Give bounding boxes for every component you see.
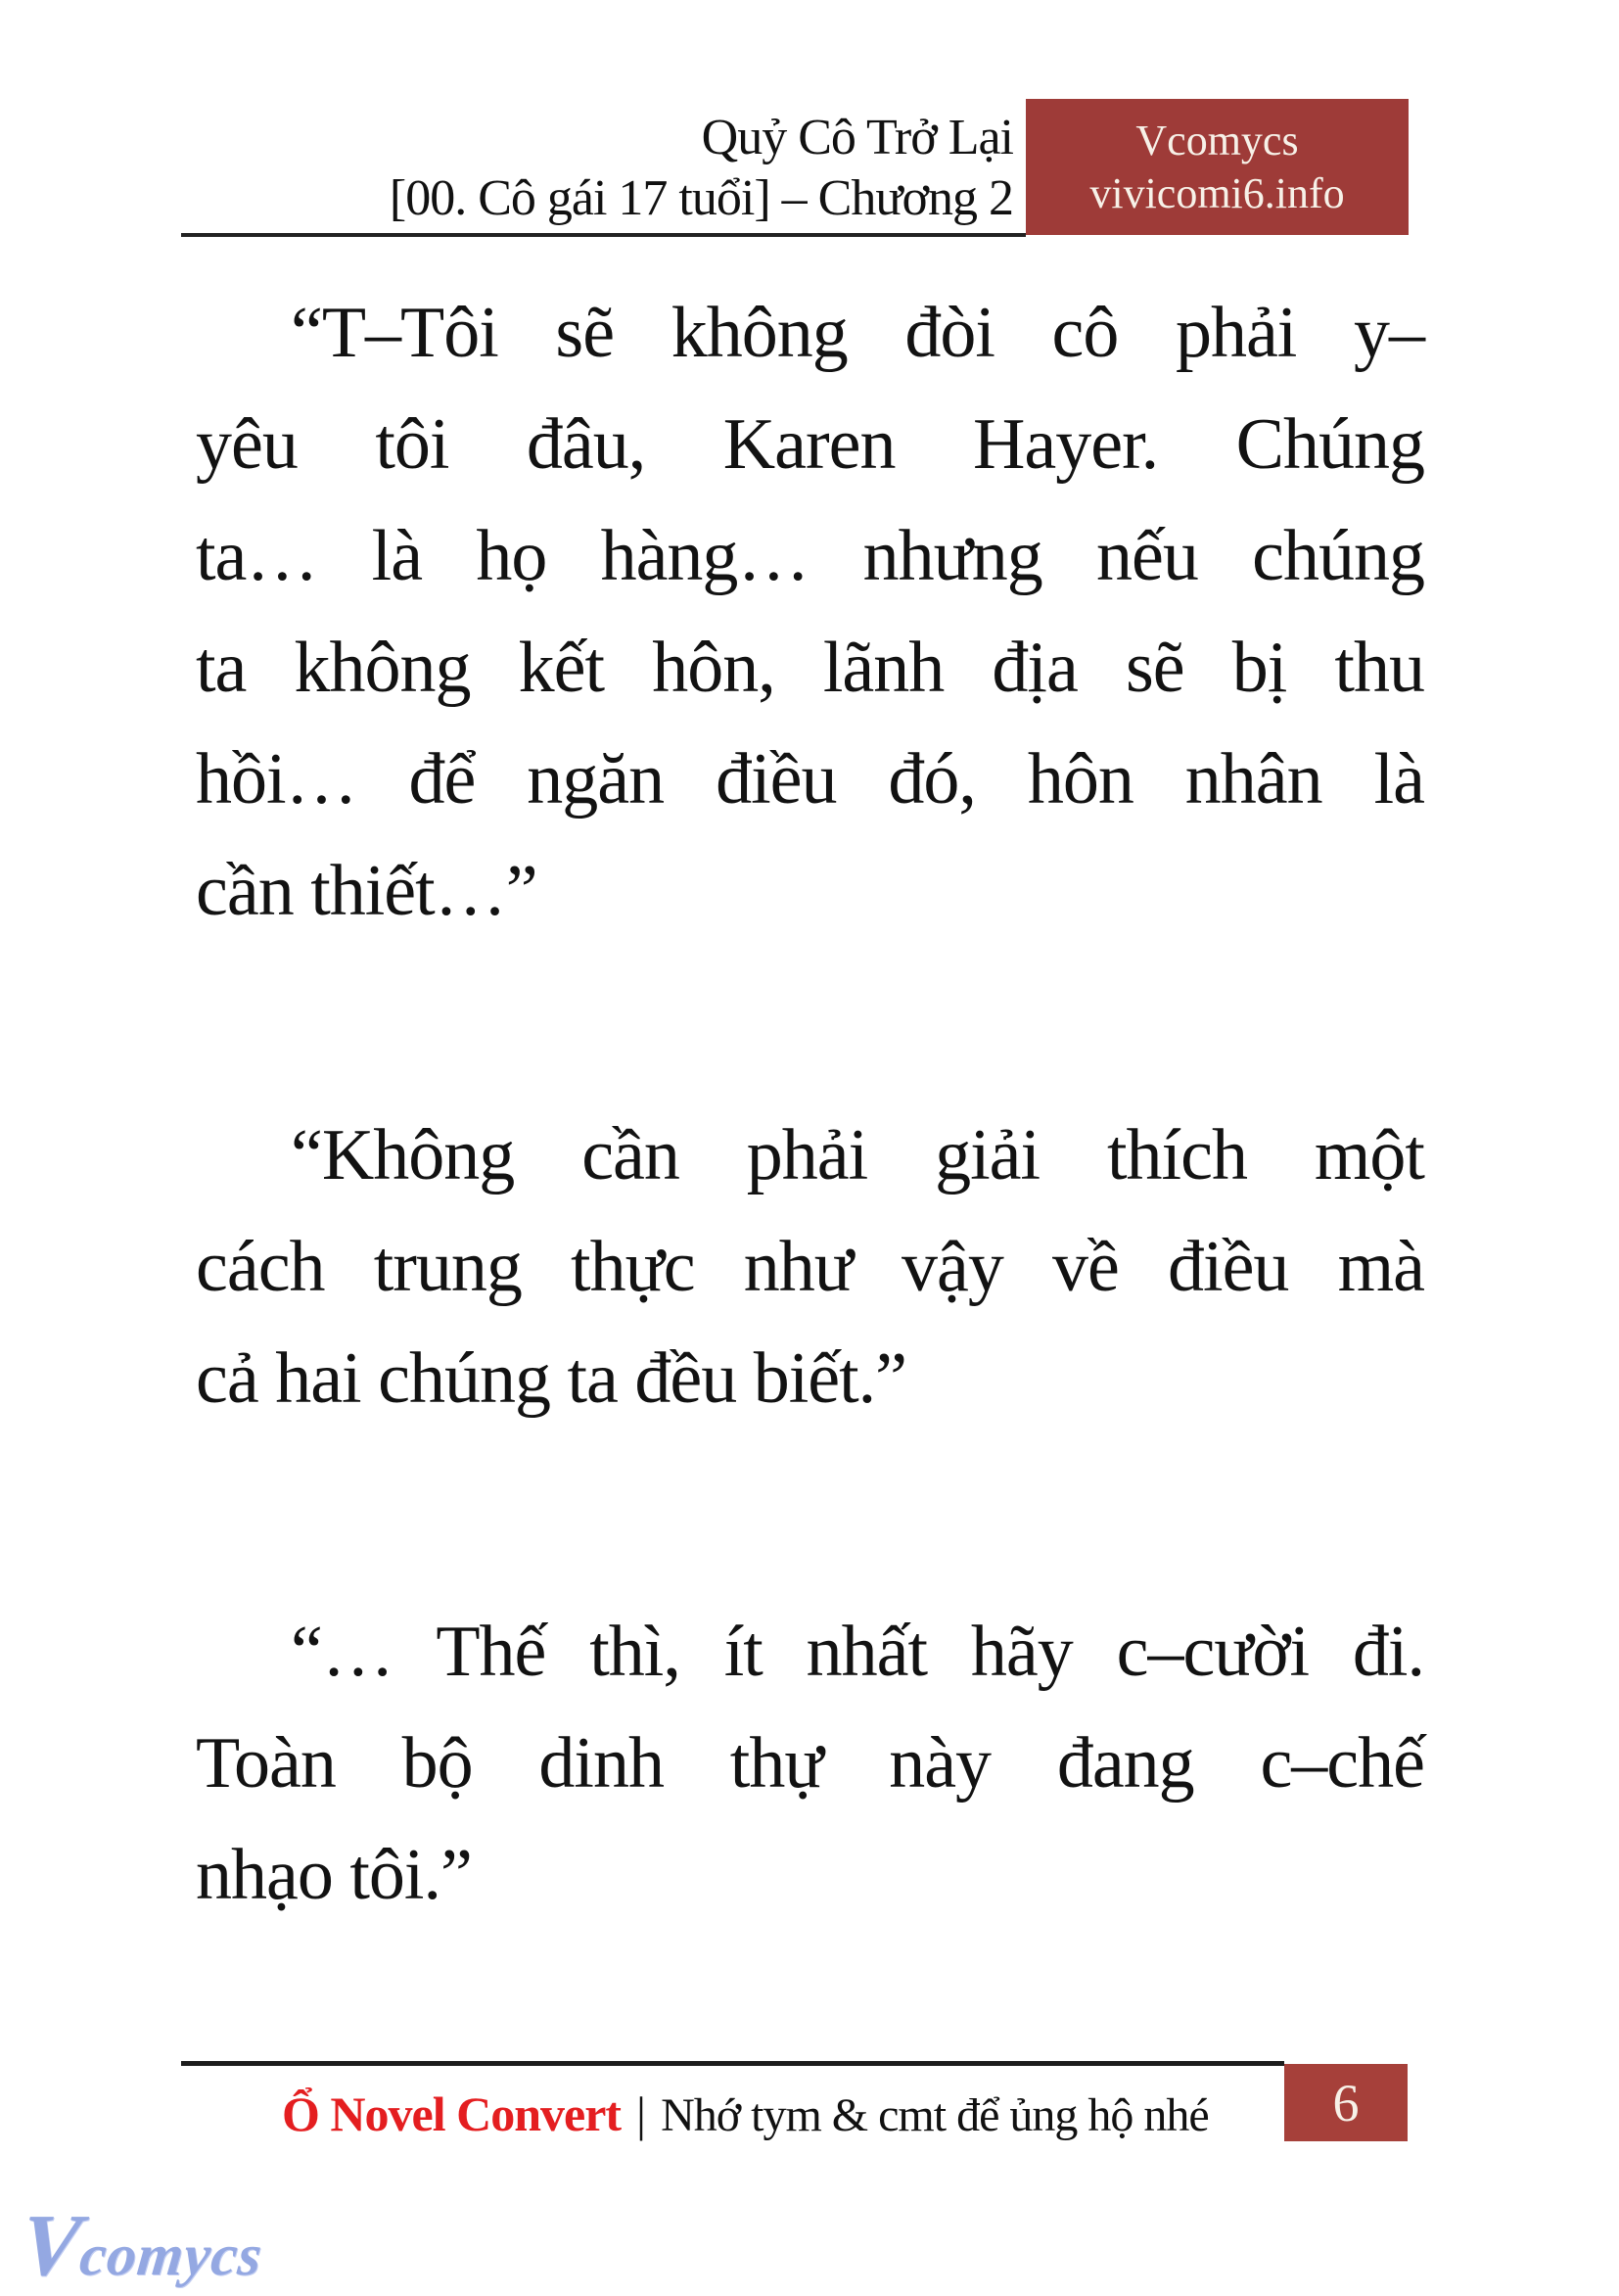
header-subtitle: [00. Cô gái 17 tuổi] – Chương 2 — [389, 170, 1013, 226]
footer-note: Nhớ tym & cmt để ủng hộ nhé — [661, 2089, 1209, 2141]
footer-separator: | — [636, 2086, 646, 2141]
text-line: hồi… để ngăn điều đó, hôn nhân là — [196, 739, 1424, 820]
text-line: cần thiết…” — [196, 851, 537, 931]
text-line: yêu tôi đâu, Karen Hayer. Chúng — [196, 404, 1424, 485]
text-line: cách trung thực như vậy về điều mà — [196, 1227, 1424, 1307]
page-number-box — [1284, 2064, 1408, 2141]
text-line: “Không cần phải giải thích một — [291, 1115, 1424, 1195]
text-line: ta không kết hôn, lãnh địa sẽ bị thu — [196, 628, 1424, 708]
page-footer — [282, 2085, 1209, 2145]
header-badge — [1026, 99, 1409, 235]
paragraph — [196, 277, 1424, 947]
badge-line-2: vivicomi6.info — [1089, 168, 1345, 217]
header-rule — [181, 233, 1026, 237]
page-number: 6 — [1332, 2073, 1360, 2132]
text-line: ta… là họ hàng… nhưng nếu chúng — [196, 516, 1424, 596]
header-title: Quỷ Cô Trở Lại — [701, 110, 1013, 165]
body-text — [196, 277, 1424, 1931]
badge-line-1: Vcomycs — [1135, 116, 1299, 164]
text-line: cả hai chúng ta đều biết.” — [196, 1338, 906, 1419]
text-line: Toàn bộ dinh thự này đang c–chế — [196, 1723, 1424, 1804]
text-line: nhạo tôi.” — [196, 1835, 472, 1915]
footer-brand: Ổ Novel Convert — [282, 2086, 622, 2141]
text-line: “T–Tôi sẽ không đòi cô phải y– — [291, 293, 1424, 373]
paragraph — [196, 1100, 1424, 1434]
text-line: “… Thế thì, ít nhất hãy c–cười đi. — [291, 1612, 1424, 1692]
paragraph — [196, 1596, 1424, 1931]
page-header — [196, 108, 1013, 229]
footer-rule — [181, 2061, 1284, 2066]
vcomycs-watermark-logo: Vcomycs — [16, 2197, 266, 2294]
